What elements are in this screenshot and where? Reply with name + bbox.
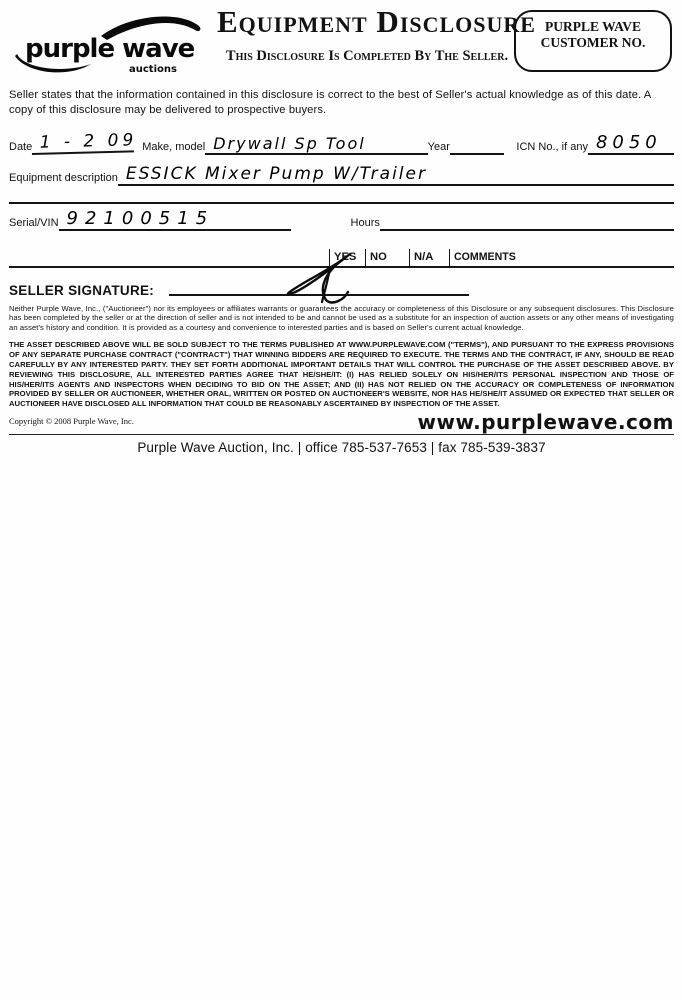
make-model-label: Make, model [142,140,206,153]
customer-no-box [514,10,672,72]
yes-column-header: YES [329,249,365,266]
no-column-header: NO [365,249,409,266]
customer-box-line2: CUSTOMER NO. [540,34,646,50]
year-field[interactable] [450,135,505,155]
icn-label: ICN No., if any [516,140,588,153]
page-subtitle: This Disclosure Is Completed By The Seller. [225,47,509,64]
equipment-description-label: Equipment description [9,171,118,184]
serial-hours-row [9,208,674,231]
hours-field[interactable] [380,211,674,231]
equipment-description-row [9,164,674,186]
icn-field[interactable]: 8050 [588,132,674,155]
intro-statement: Seller states that the information contained in this disclosure is correct to the best of Seller's actual knowledge as of this date. A copy of this disclosure may be delivered to prospective buyers. [9,89,651,116]
serial-vin-field[interactable]: 92100515 [59,208,291,231]
serial-vin-label: Serial/VIN [9,216,59,229]
date-make-year-icn-row [9,129,674,155]
hours-label: Hours [350,216,380,229]
seller-signature-label: SELLER SIGNATURE: [9,282,155,298]
make-model-field[interactable]: Drywall Sp Tool [205,134,427,155]
year-label: Year [427,140,450,153]
page-title: Equipment Disclosure [217,4,536,39]
na-column-header: N/A [409,249,449,266]
logo-wordmark: purple wave [25,34,195,64]
website-link[interactable]: www.purplewave.com [417,410,674,435]
footer-contact: Purple Wave Auction, Inc. | office 785-537-7653 | fax 785-539-3837 [137,440,546,456]
serial-gap [291,211,351,231]
purple-wave-logo [11,12,211,74]
seller-signature-row [9,272,674,302]
equipment-description-field[interactable]: ESSICK Mixer Pump W/Trailer [118,164,674,186]
form-header [9,6,674,78]
copyright-text: Copyright © 2008 Purple Wave, Inc. [9,416,134,427]
equipment-description-extra-line[interactable] [9,202,674,204]
date-label: Date [9,140,33,153]
terms-paragraph: THE ASSET DESCRIBED ABOVE WILL BE SOLD SUBJECT TO THE TERMS PUBLISHED AT WWW.PURPLEWAVE.COM ("TERMS"), AND PURSUANT TO THE EXPRESS PROVISIONS OF ANY SEPARATE PURCHASE CONTRACT ("CONTRACT") THAT WINNING BIDDERS ARE REQUIRED TO EXECUTE. THE TERMS AND THE CONTRACT, IF ANY, SHOULD BE READ CAREFULLY BY ANY INTERESTED PARTY. THEY SET FORTH ADDITIONAL IMPORTANT DETAILS THAT WILL CONTROL THE PURCHASE OF THE ASSET DESCRIBED ABOVE. BY REVIEWING THIS DISCLOSURE, ALL INTERESTED PARTIES AGREE THAT HE/SHE/IT: (I) HAS RELIED SOLELY ON HIS/HER/ITS PERSONAL INSPECTION AND THOSE OF HIS/HER/ITS AGENTS AND INSPECTORS WHEN DECIDING TO BID ON THE ASSET; AND (II) HAS NOT RELIED ON THE ACCURACY OR COMPLETENESS OF INFORMATION PROVIDED BY SELLER OR AUCTIONEER, WHETHER ORAL, WRITTEN OR POSTED ON AUCTIONEER'S WEBSITE, NOR HAS HE/SHE/IT ASSUMED OR EXPECTED THAT SELLER OR AUCTIONEER HAVE DISCLOSED ALL INFORMATION THAT COULD BE REASONABLY ASCERTAINED BY INSPECTION OF THE ASSET. [9,340,674,409]
logo-sub-wordmark: auctions [129,64,177,75]
title-block [217,4,536,65]
copyright-website-row [9,410,674,434]
date-field[interactable]: 1 - 2 09 [32,130,135,155]
disclaimer-paragraph: Neither Purple Wave, Inc., ("Auctioneer") nor its employees or affiliates warrants or guarantees the accuracy or completeness of this Disclosure or any subsequent disclosures. This Disclosure has been completed by the seller or at the direction of seller and is not intended to be and cannot be used as a substitute for an inspection of auction assets or any other means of investigating an asset's history and condition. It is provided as a courtesy and convenience to interested parties and is based on Seller's current actual knowledge. [9,303,674,333]
comments-column-header: COMMENTS [449,249,674,266]
customer-box-line1: PURPLE WAVE [545,19,641,34]
seller-signature-handwriting [264,250,414,306]
